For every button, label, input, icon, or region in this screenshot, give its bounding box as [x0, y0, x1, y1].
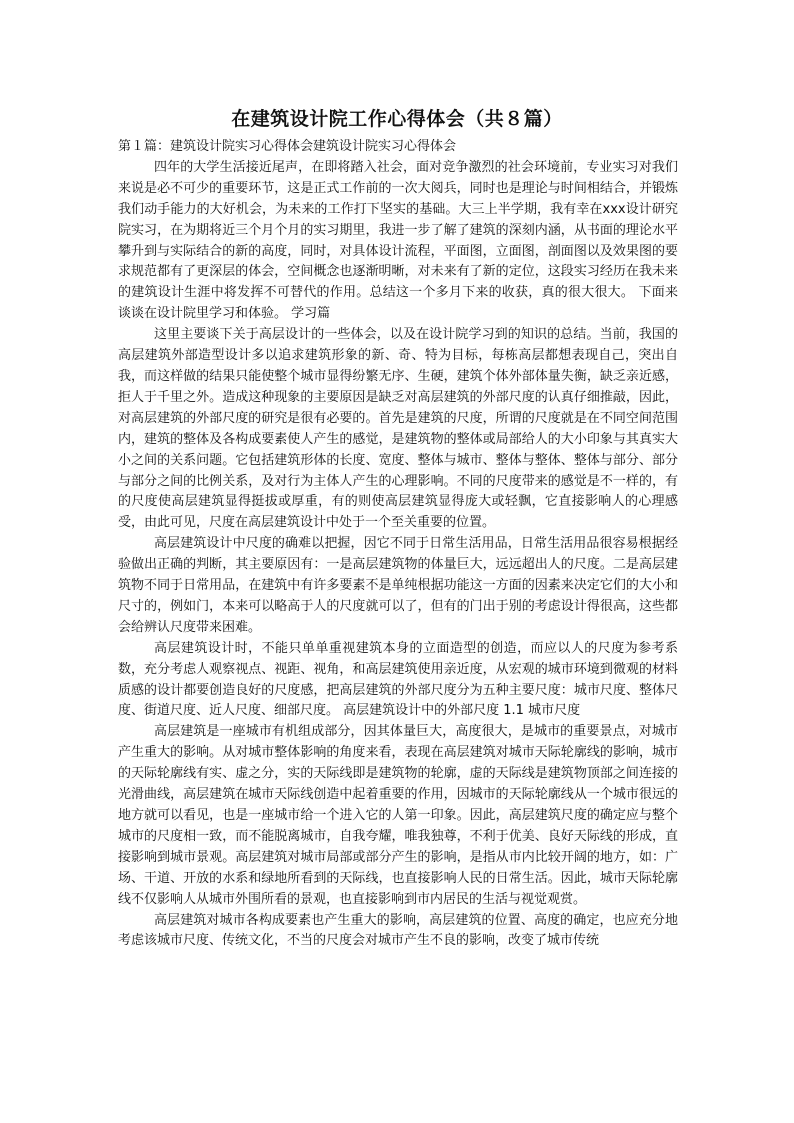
paragraph: 这里主要谈下关于高层设计的一些体会，以及在设计院学习到的知识的总结。当前，我国的高层建筑外部造型设计多以追求建筑形象的新、奇、特为目标，每栋高层都想表现自己，突出自我，而这样做的结果只能使整个城市显得纷繁无序、生硬，建筑个体外部体量失衡，缺乏亲近感，拒人于千里之外。造成这种现象的主要原因是缺乏对高层建筑的外部尺度的认真仔细推敲，因此，对高层建筑的外部尺度的研究是很有必要的。首先是建筑的尺度，所谓的尺度就是在不同空间范围内，建筑的整体及各构成要素使人产生的感觉，是建筑物的整体或局部给人的大小印象与其真实大小之间的关系问题。它包括建筑形体的长度、宽度、整体与城市、整体与整体、整体与部分、部分与部分之间的比例关系，及对行为主体人产生的心理影响。不同的尺度带来的感觉是不一样的，有的尺度使高层建筑显得挺拔或厚重，有的则使高层建筑显得庞大或轻飘，它直接影响人的心理感受，由此可见，尺度在高层建筑设计中处于一个至关重要的位置。 [118, 327, 678, 531]
paragraph: 高层建筑是一座城市有机组成部分，因其体量巨大，高度很大，是城市的重要景点，对城市产生重大的影响。从对城市整体影响的角度来看，表现在高层建筑对城市天际轮廓线的影响，城市的天际轮廓线有实、虚之分，实的天际线即是建筑物的轮廓，虚的天际线是建筑物顶部之间连接的光滑曲线，高层建筑在城市天际线创造中起着重要的作用，因城市的天际轮廓线从一个城市很远的地方就可以看见，也是一座城市给一个进入它的人第一印象。因此，高层建筑尺度的确定应与整个城市的尺度相一致，而不能脱离城市，自我夸耀，唯我独尊，不利于优美、良好天际线的形成，直接影响到城市景观。高层建筑对城市局部或部分产生的影响，是指从市内比较开阔的地方，如：广场、干道、开放的水系和绿地所看到的天际线，也直接影响人民的日常生活。因此，城市天际轮廓线不仅影响人从城市外围所看的景观，也直接影响到市内居民的生活与视觉观赏。 [118, 724, 678, 907]
paragraph: 高层建筑对城市各构成要素也产生重大的影响，高层建筑的位置、高度的确定，也应充分地考虑该城市尺度、传统文化，不当的尺度会对城市产生不良的影响，改变了城市传统 [118, 912, 678, 949]
paragraph: 四年的大学生活接近尾声，在即将踏入社会，面对竞争激烈的社会环境前，专业实习对我们来说是必不可少的重要环节，这是正式工作前的一次大阅兵，同时也是理论与时间相结合，并锻炼我们动手能力的大好机会，为未来的工作打下坚实的基础。大三上半学期，我有幸在xxx设计研究院实习，在为期将近三个月个月的实习期里，我进一步了解了建筑的深刻内涵，从书面的理论水平攀升到与实际结合的新的高度，同时，对具体设计流程，平面图，立面图，剖面图以及效果图的要求规范都有了更深层的体会，空间概念也逐渐明晰，对未来有了新的定位，这段实习经历在我未来的建筑设计生涯中将发挥不可替代的作用。总结这一个多月下来的收获，真的很大很大。 下面来谈谈在设计院里学习和体验。 学习篇 [118, 159, 678, 322]
paragraph: 高层建筑设计中尺度的确难以把握，因它不同于日常生活用品，日常生活用品很容易根据经验做出正确的判断，其主要原因有：一是高层建筑物的体量巨大，远远超出人的尺度。二是高层建筑物不同于日常用品，在建筑中有许多要素不是单纯根据功能这一方面的因素来决定它们的大小和尺寸的，例如门，本来可以略高于人的尺度就可以了，但有的门出于别的考虑设计得很高，这些都会给辨认尺度带来困难。 [118, 536, 678, 635]
paragraph: 高层建筑设计时，不能只单单重视建筑本身的立面造型的创造，而应以人的尺度为参考系数，充分考虑人观察视点、视距、视角，和高层建筑使用亲近度，从宏观的城市环境到微观的材料质感的设计都要创造良好的尺度感，把高层建筑的外部尺度分为五种主要尺度：城市尺度、整体尺度、街道尺度、近人尺度、细部尺度。 高层建筑设计中的外部尺度 1.1 城市尺度 [118, 640, 678, 719]
document-title: 在建筑设计院工作心得体会（共８篇） [231, 108, 563, 130]
section-heading: 第１篇：建筑设计院实习心得体会建筑设计院实习心得体会 [118, 139, 457, 154]
document-body [118, 137, 678, 952]
